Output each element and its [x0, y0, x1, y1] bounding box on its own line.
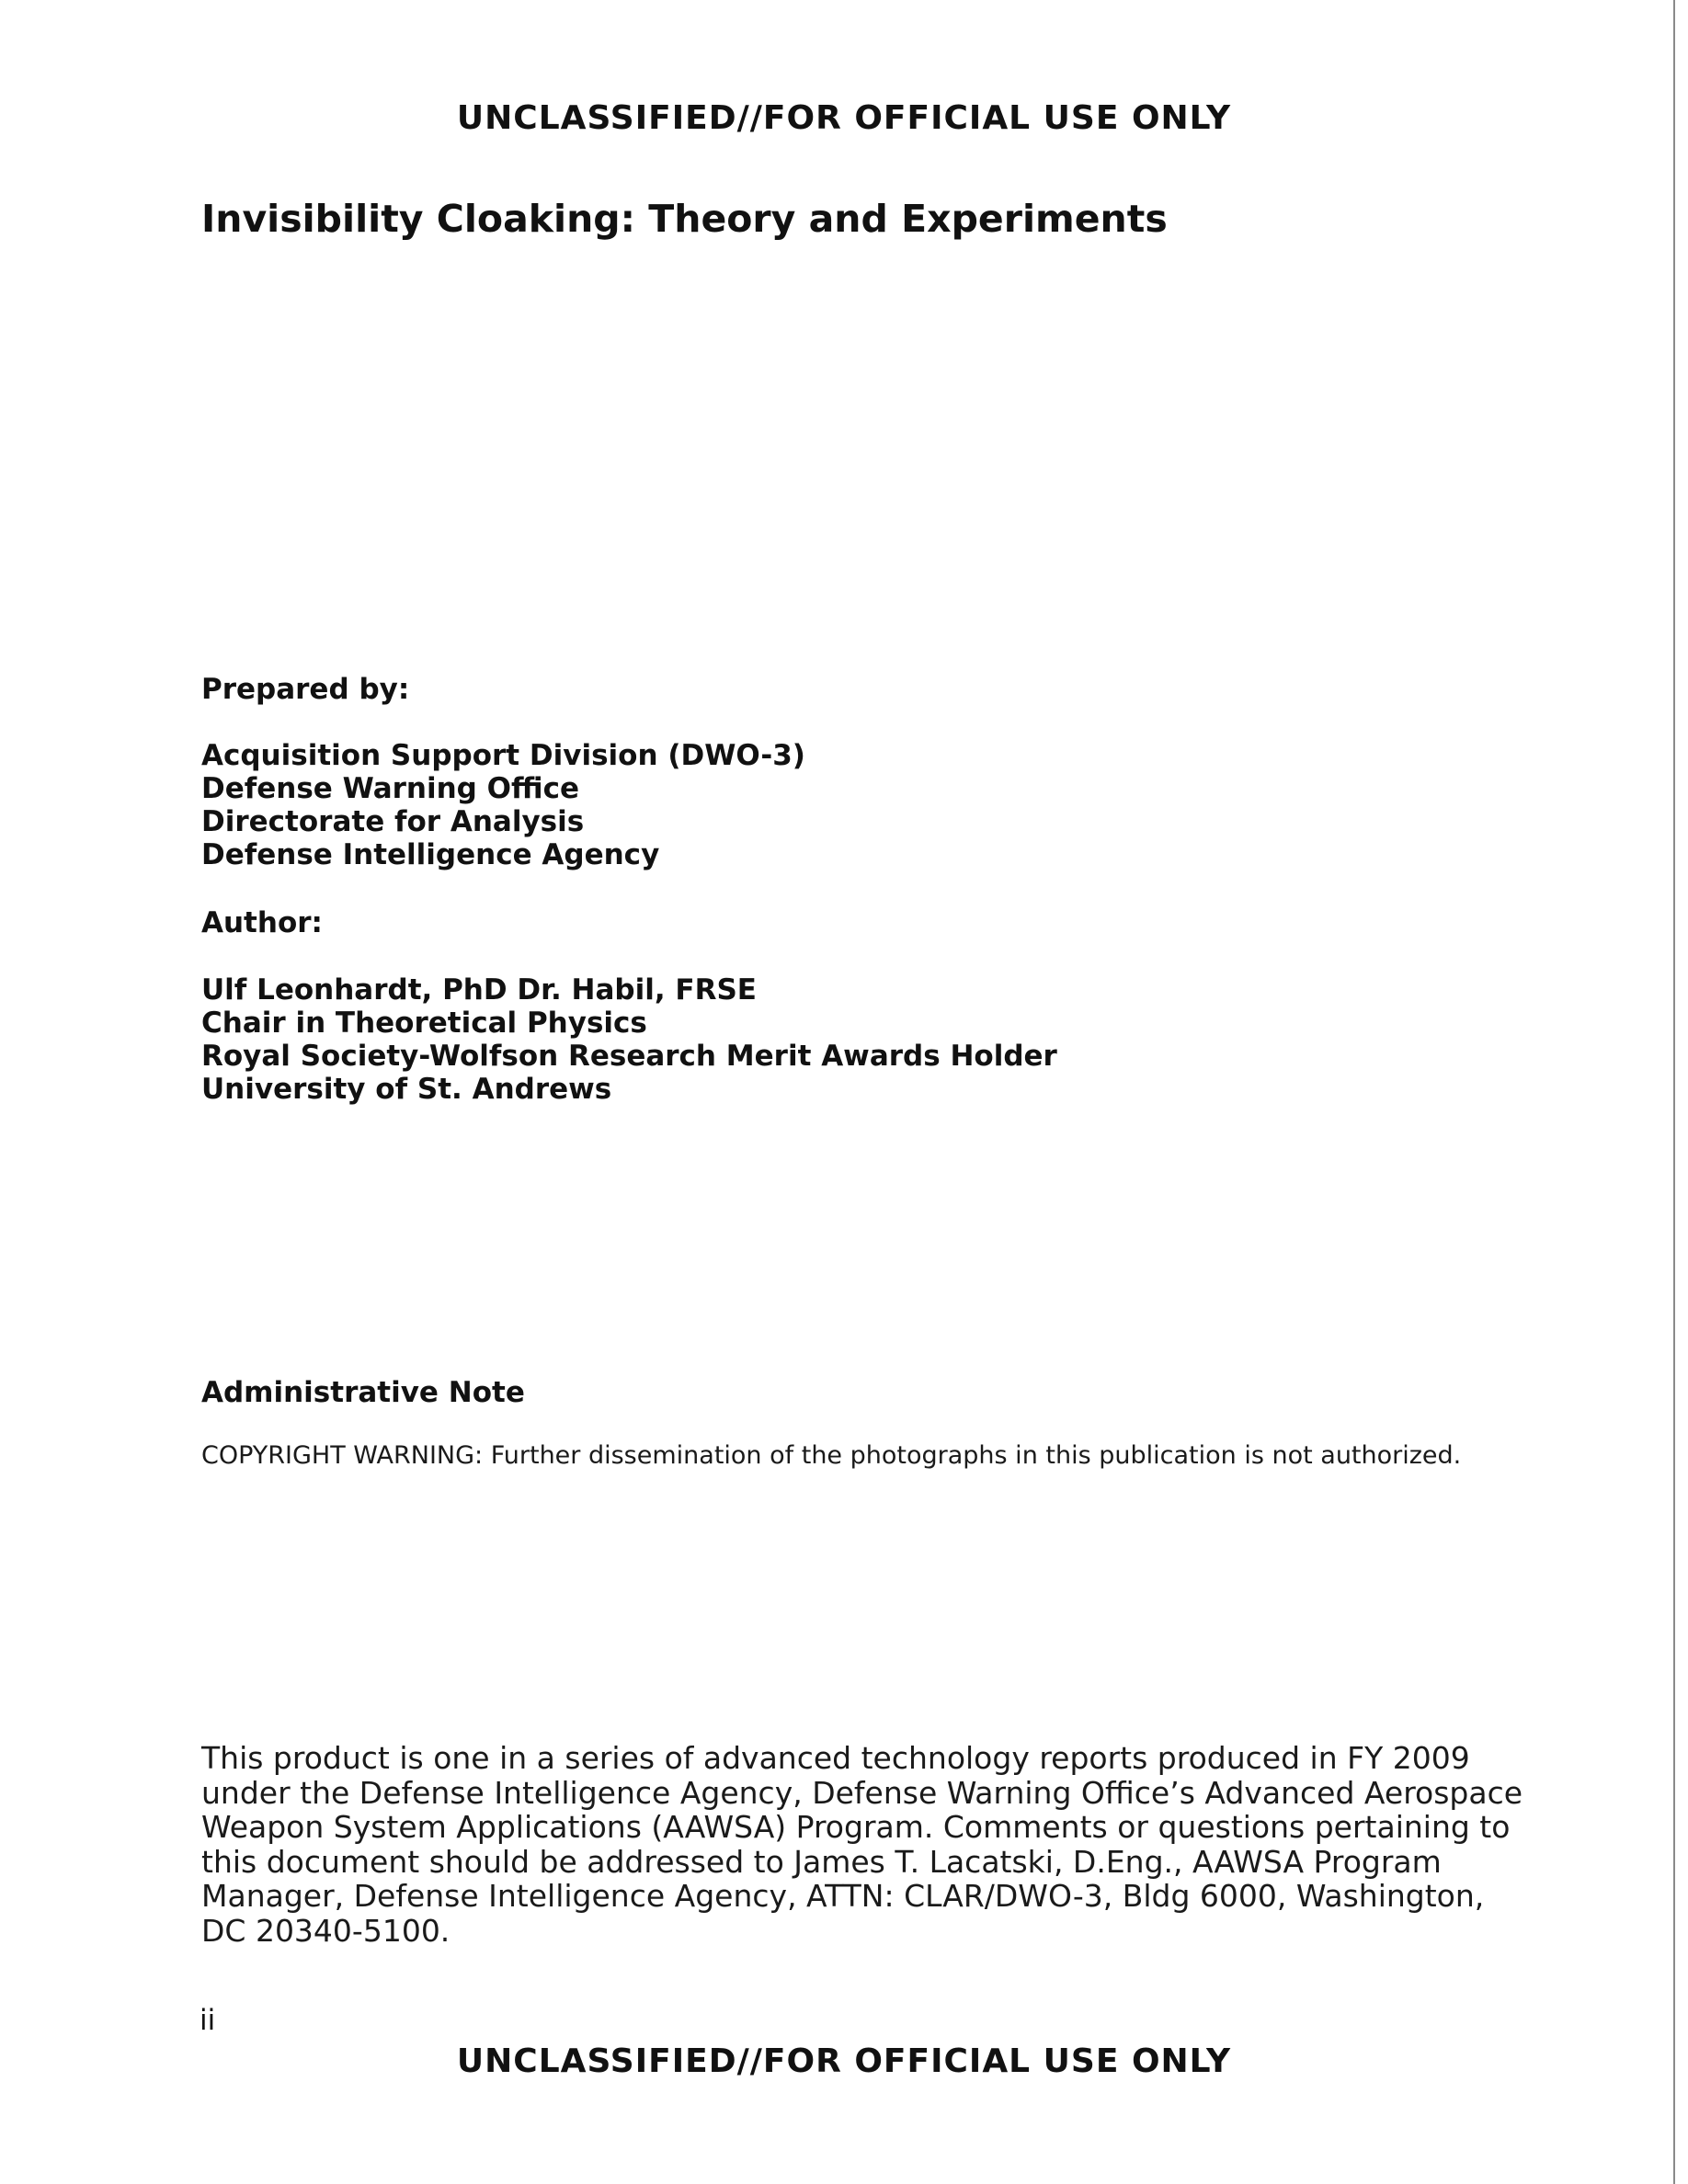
product-note-line: under the Defense Intelligence Agency, Defense Warning Office’s Advanced Aerospace [201, 1774, 1523, 1811]
product-note-line: This product is one in a series of advanced technology reports produced in FY 2009 [201, 1740, 1470, 1776]
document-title: Invisibility Cloaking: Theory and Experiments [201, 197, 1168, 241]
author-line: Royal Society-Wolfson Research Merit Awards Holder [201, 1040, 1057, 1073]
classification-marking-bottom: UNCLASSIFIED//FOR OFFICIAL USE ONLY [456, 2042, 1232, 2080]
prepared-by-line: Defense Warning Office [201, 772, 579, 805]
author-line: Ulf Leonhardt, PhD Dr. Habil, FRSE [201, 973, 757, 1007]
author-line: University of St. Andrews [201, 1073, 612, 1106]
prepared-by-line: Defense Intelligence Agency [201, 838, 660, 871]
author-line: Chair in Theoretical Physics [201, 1007, 647, 1040]
product-note-line: Weapon System Applications (AAWSA) Program. Comments or questions pertaining to [201, 1809, 1511, 1845]
author-block [201, 973, 1057, 1106]
prepared-by-line: Acquisition Support Division (DWO-3) [201, 739, 805, 772]
page-number: ii [200, 2004, 216, 2037]
page-edge-line [1673, 0, 1675, 2184]
classification-marking-top: UNCLASSIFIED//FOR OFFICIAL USE ONLY [456, 99, 1232, 137]
product-note [201, 1740, 1523, 1949]
product-note-line: Manager, Defense Intelligence Agency, ATTN: CLAR/DWO-3, Bldg 6000, Washington, [201, 1878, 1485, 1914]
product-note-line: DC 20340-5100. [201, 1912, 451, 1949]
administrative-note-heading: Administrative Note [201, 1376, 525, 1409]
prepared-by-block [201, 739, 805, 871]
product-note-line: this document should be addressed to James T. Lacatski, D.Eng., AAWSA Program [201, 1843, 1442, 1880]
prepared-by-label: Prepared by: [201, 673, 410, 706]
author-label: Author: [201, 906, 323, 939]
prepared-by-line: Directorate for Analysis [201, 805, 585, 838]
copyright-warning: COPYRIGHT WARNING: Further dissemination of the photographs in this publication is not authorized. [201, 1441, 1462, 1470]
